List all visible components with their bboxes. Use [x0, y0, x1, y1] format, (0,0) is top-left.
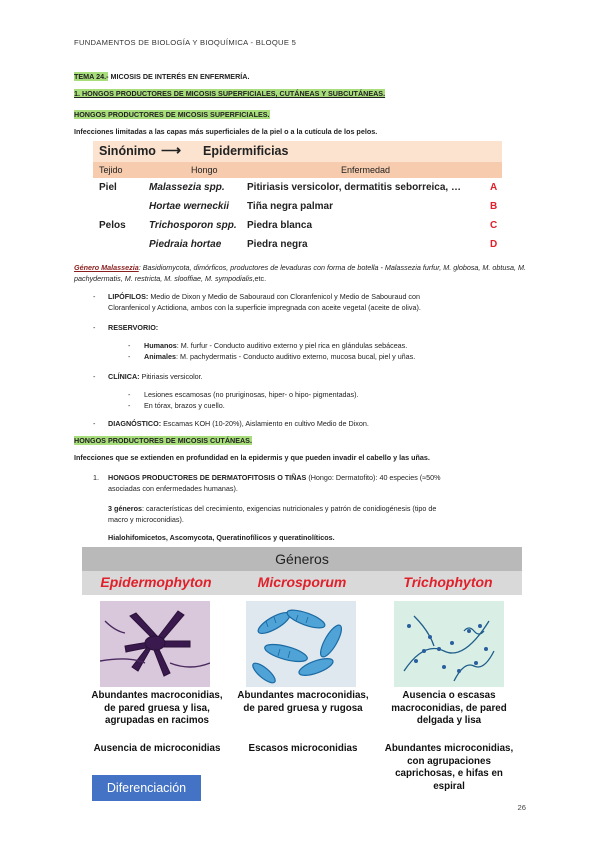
cutaneas-intro: Infecciones que se extienden en profundidad en la epidermis y que pueden invadir el cabello y las uñas. — [74, 453, 430, 462]
malassezia-paragraph — [74, 263, 526, 284]
row-2-fungus: Trichosporon spp. — [149, 220, 237, 231]
malassezia-species: Malassezia furfur, M. globosa, M. obtusa, M. pachydermatis, M. restricta, M. slooffiae, M. sympodialis — [74, 263, 526, 283]
malassezia-label: Género Malassezia — [74, 263, 139, 272]
cutaneas-heading-text: HONGOS PRODUCTORES DE MICOSIS CUTÁNEAS. — [74, 436, 252, 445]
caption-micro-epidermophyton — [82, 743, 232, 756]
reservorio-label: RESERVORIO: — [108, 323, 159, 332]
dermatofitos-item — [108, 473, 526, 494]
subsection-heading — [74, 89, 385, 100]
synonym-label: Sinónimo — [99, 144, 156, 158]
genus-epidermophyton: Epidermophyton — [100, 574, 212, 590]
diagnostico-label: DIAGNÓSTICO: — [108, 419, 162, 428]
dash-bullet: - — [128, 352, 131, 361]
row-0-tissue: Piel — [99, 182, 117, 193]
caption-macro-epidermophyton — [82, 690, 232, 728]
superficial-intro: Infecciones limitadas a las capas más superficiales de la piel o a la cutícula de los pelos. — [74, 127, 378, 136]
microsporum-micrograph — [246, 601, 356, 687]
caption-line: Abundantes microconidias, — [384, 743, 514, 754]
dash-bullet: - — [128, 401, 131, 410]
caption-micro-microsporum — [228, 743, 378, 756]
humanos-text: : M. furfur - Conducto auditivo externo y piel rica en glándulas sebáceas. — [176, 341, 408, 350]
generos-item — [108, 504, 526, 525]
dash-bullet: - — [128, 390, 131, 399]
generos-text: : características del crecimiento, exigencias nutricionales y patrón de conidiogénesis (tipo de — [141, 504, 437, 513]
caption-line: Ausencia de microconidias — [93, 743, 221, 754]
caption-line: con agrupaciones — [407, 755, 491, 767]
dash-bullet: - — [93, 372, 96, 381]
cutaneas-heading — [74, 436, 252, 447]
caption-line: de pared gruesa y rugosa — [243, 702, 363, 714]
row-0-fungus: Malassezia spp. — [149, 182, 225, 193]
superficial-heading — [74, 110, 270, 121]
row-1-letter: B — [490, 201, 498, 212]
subsection-heading-text: 1. HONGOS PRODUCTORES DE MICOSIS SUPERFICIALES, CUTÁNEAS Y SUBCUTÁNEAS. — [74, 89, 386, 98]
caption-macro-trichophyton — [374, 690, 524, 728]
header-enfermedad: Enfermedad — [341, 165, 391, 175]
row-3-disease: Piedra negra — [247, 239, 308, 250]
lesiones-2: En tórax, brazos y cuello. — [144, 401, 225, 410]
dermatofitos-text: (Hongo: Dermatofito): 40 especies (≈50% — [306, 473, 441, 482]
caption-line: Abundantes macroconidias, — [91, 690, 223, 701]
diferenciacion-label: Diferenciación — [92, 775, 201, 801]
dash-bullet: - — [93, 323, 96, 332]
arrow-icon: ⟶ — [161, 142, 182, 158]
table-body — [93, 180, 502, 256]
item-number: 1. — [93, 473, 99, 482]
diagnostico-item — [108, 419, 369, 430]
diagnostico-text: Escamas KOH (10-20%), Aislamiento en cultivo Medio de Dixon. — [161, 419, 369, 428]
trichophyton-micrograph — [394, 601, 504, 687]
row-1-disease: Tiña negra palmar — [247, 201, 333, 212]
row-3-letter: D — [490, 239, 498, 250]
superficial-heading-text: HONGOS PRODUCTORES DE MICOSIS SUPERFICIALES. — [74, 110, 270, 119]
epidermophyton-micrograph — [100, 601, 210, 687]
table-title-row — [93, 141, 502, 162]
animales-label: Animales — [144, 352, 176, 361]
dash-bullet: - — [93, 419, 96, 428]
clinica-label: CLÍNICA: — [108, 372, 140, 381]
animales-item — [144, 352, 415, 363]
caption-line: delgada y lisa — [416, 715, 482, 726]
caption-line: Ausencia o escasas — [402, 690, 496, 701]
dash-bullet: - — [93, 292, 96, 301]
lipofilos-item — [108, 292, 526, 313]
dash-bullet: - — [128, 341, 131, 350]
lesiones-1: Lesiones escamosas (no pruriginosas, hiper- o hipo- pigmentadas). — [144, 390, 359, 399]
malassezia-text-c: ,etc. — [252, 273, 267, 283]
tema-label: TEMA 24.- — [74, 72, 109, 81]
synonym-table — [93, 141, 502, 256]
lipofilos-label: LIPÓFILOS: — [108, 292, 149, 301]
generos-label: 3 géneros — [108, 504, 142, 513]
lipofilos-text: Medio de Dixon y Medio de Sabouraud con Cloranfenicol y Medio de Sabouraud con — [148, 292, 421, 301]
caption-line: de pared gruesa y lisa, — [104, 702, 210, 714]
row-0-disease: Pitiriasis versicolor, dermatitis seborreica, … — [247, 182, 461, 193]
caption-line: Escasos microconidias — [248, 743, 358, 754]
caption-line: espiral — [433, 780, 465, 792]
page-number: 26 — [517, 803, 526, 812]
row-2-letter: C — [490, 220, 498, 231]
table-header-row — [93, 162, 502, 178]
row-2-tissue: Pelos — [99, 220, 126, 231]
lipofilos-text-2: Cloranfenicol y Actidiona, ambos con la superficie impregnada con aceite vegetal (aceite de oliva). — [108, 302, 421, 312]
tema-title: MICOSIS DE INTERÉS EN ENFERMERÍA. — [108, 72, 250, 81]
dermatofitos-title: HONGOS PRODUCTORES DE DERMATOFITOSIS O TIÑAS — [108, 473, 307, 482]
running-header: FUNDAMENTOS DE BIOLOGÍA Y BIOQUÍMICA - BLOQUE 5 — [74, 38, 297, 47]
row-3-fungus: Piedraia hortae — [149, 239, 222, 250]
caption-line: macroconidias, de pared — [391, 702, 507, 714]
row-2-disease: Piedra blanca — [247, 220, 313, 231]
dermatofitos-text-2: asociadas con enfermedades humanas). — [108, 483, 238, 493]
header-hongo: Hongo — [191, 165, 218, 175]
genus-trichophyton: Trichophyton — [403, 574, 493, 590]
genus-microsporum: Microsporum — [257, 574, 347, 590]
caption-line: caprichosas, e hifas en — [395, 768, 503, 779]
humanos-item — [144, 341, 407, 352]
synonym-value: Epidermificias — [203, 144, 289, 158]
groups-line: Hialohifomicetos, Ascomycota, Queratinofílicos y queratinolíticos. — [108, 533, 335, 542]
malassezia-text-a: : Basidiomycota, dimórficos, productores de levaduras con forma de botella - — [138, 263, 385, 272]
generos-text-2: macro y microconidias). — [108, 514, 184, 524]
row-1-fungus: Hortae werneckii — [149, 201, 230, 212]
header-tejido: Tejido — [99, 165, 123, 175]
caption-line: Abundantes macroconidias, — [237, 690, 369, 701]
caption-line: agrupadas en racimos — [105, 715, 209, 726]
genera-names-row — [82, 571, 522, 595]
genera-header: Géneros — [82, 547, 522, 571]
tema-heading — [74, 72, 249, 83]
animales-text: : M. pachydermatis - Conducto auditivo externo, mucosa bucal, piel y uñas. — [175, 352, 416, 361]
clinica-item — [108, 372, 203, 383]
clinica-text: Pitiriasis versicolor. — [139, 372, 203, 381]
row-0-letter: A — [490, 182, 498, 193]
genera-figure — [82, 547, 522, 814]
caption-macro-microsporum — [228, 690, 378, 715]
humanos-label: Humanos — [144, 341, 177, 350]
caption-micro-trichophyton — [374, 743, 524, 793]
